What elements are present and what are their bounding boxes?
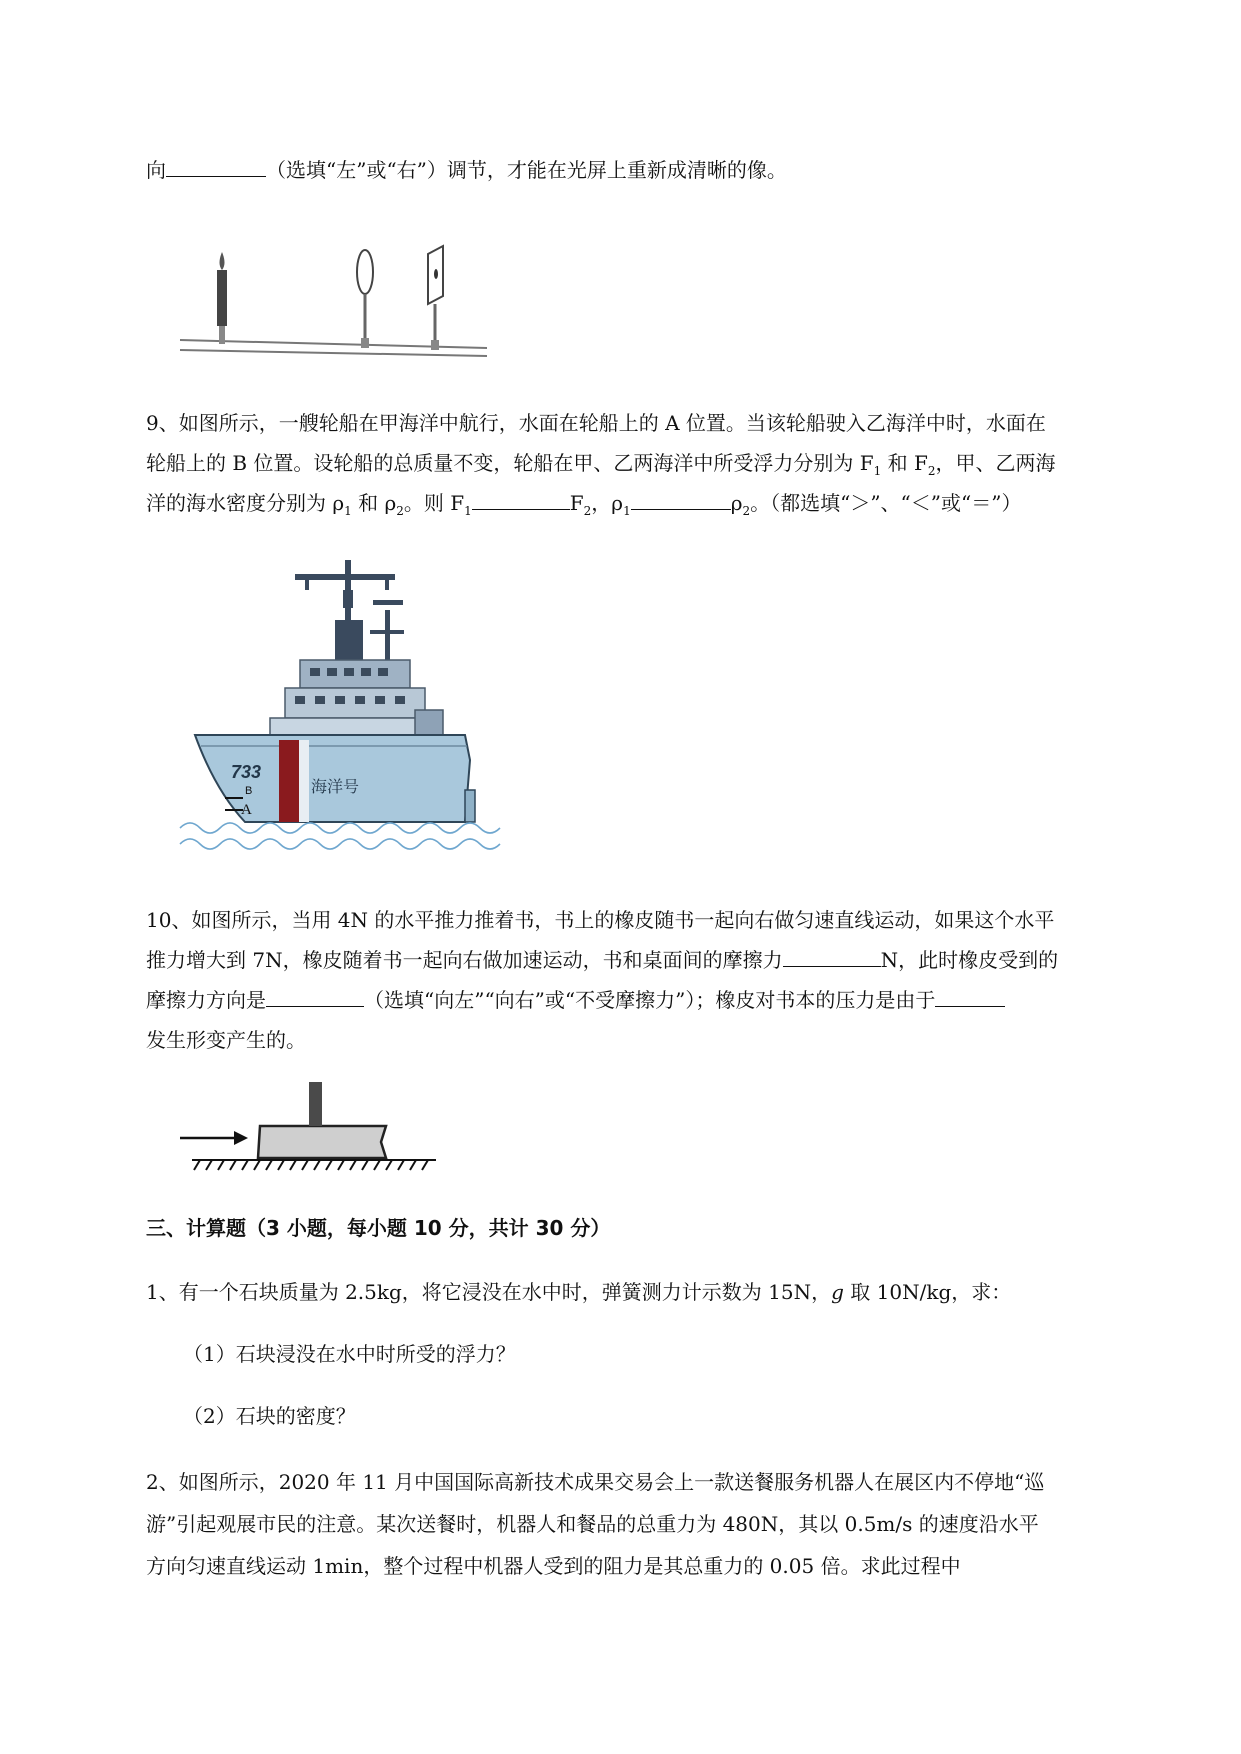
calc1-line-1 <box>146 1278 1011 1306</box>
q10-line2-text-a: 推力增大到 7N，橡皮随着书一起向右做加速运动，书和桌面间的摩擦力 <box>146 948 783 972</box>
calc2-line-1: 2、如图所示，2020 年 11 月中国国际高新技术成果交易会上一款送餐服务机器人在展区内不停地“巡 <box>146 1470 1045 1494</box>
calc2-line-3: 方向匀速直线运动 1min，整个过程中机器人受到的阻力是其总重力的 0.05 倍。求此过程中 <box>146 1554 961 1578</box>
q9-line3-text-c: 。则 F <box>403 491 465 515</box>
q9-sub: 2 <box>927 464 936 478</box>
q9-sub: 1 <box>623 504 631 518</box>
book-push-figure <box>178 1082 448 1182</box>
q8-prefix: 向 <box>146 158 166 182</box>
calc1-text-a: 1、有一个石块质量为 2.5kg，将它浸没在水中时，弹簧测力计示数为 15N， <box>146 1280 832 1304</box>
q9-line-2 <box>146 449 1056 485</box>
book-icon <box>258 1126 386 1158</box>
q9-line-3 <box>146 489 1021 525</box>
optical-bench-figure <box>175 240 495 360</box>
q10-line3-text-a: 摩擦力方向是 <box>146 988 266 1012</box>
q9-line-1: 9、如图所示，一艘轮船在甲海洋中航行，水面在轮船上的 A 位置。当该轮船驶入乙海洋中时，水面在 <box>146 411 1046 435</box>
q8-tail-line <box>146 156 787 184</box>
calc1-text-b: 取 10N/kg，求： <box>843 1280 1012 1304</box>
q10-answer-blank-3[interactable] <box>935 986 1005 1007</box>
ship-name: 海洋号 <box>311 777 360 796</box>
q9-line3-text-e: ，ρ <box>591 491 624 515</box>
candle-icon <box>217 252 227 344</box>
q9-sub: 1 <box>464 504 472 518</box>
q9-line3-text-b: 和 ρ <box>351 491 397 515</box>
q10-line3-text-b: （选填“向左”“向右”或“不受摩擦力”）；橡皮对书本的压力是由于 <box>364 988 936 1012</box>
q8-suffix: （选填“左”或“右”）调节，才能在光屏上重新成清晰的像。 <box>266 158 787 182</box>
water-waves-icon <box>180 823 500 849</box>
calc1-g-symbol: g <box>831 1280 844 1304</box>
q10-answer-blank-2[interactable] <box>266 986 364 1007</box>
q9-line2-text-b: 和 F <box>881 451 928 475</box>
ship-figure <box>175 560 525 860</box>
q10-line-1: 10、如图所示，当用 4N 的水平推力推着书，书上的橡皮随书一起向右做匀速直线运动，如果这个水平 <box>146 908 1055 932</box>
ship-number: 733 <box>231 762 262 782</box>
q10-line-4: 发生形变产生的。 <box>146 1028 306 1052</box>
calc2-line-2: 游”引起观展市民的注意。某次送餐时，机器人和餐品的总重力为 480N，其以 0.5m/s 的速度沿水平 <box>146 1512 1039 1536</box>
eraser-icon <box>309 1082 322 1126</box>
push-arrow-icon <box>180 1131 248 1145</box>
section-3-title: 三、计算题（3 小题，每小题 10 分，共计 30 分） <box>146 1216 611 1240</box>
q10-line2-text-b: N，此时橡皮受到的 <box>880 948 1059 972</box>
lens-icon <box>357 250 373 348</box>
q9-line2-text-c: ，甲、乙两海 <box>935 451 1056 475</box>
calc1-sub-2: （2）石块的密度？ <box>183 1404 356 1428</box>
q9-sub: 1 <box>873 464 882 478</box>
q10-line-3 <box>146 986 1005 1014</box>
q9-answer-blank-2[interactable] <box>631 489 731 510</box>
table-surface-icon <box>192 1160 436 1170</box>
q9-sub: 2 <box>396 504 404 518</box>
q10-line-2 <box>146 946 1058 974</box>
q9-sub: 2 <box>583 504 592 518</box>
q9-answer-blank-1[interactable] <box>472 489 570 510</box>
screen-icon <box>428 246 443 350</box>
q9-line3-text-d: F <box>569 491 584 515</box>
q9-sub: 2 <box>742 504 751 518</box>
q9-line3-text-f: ρ <box>730 491 743 515</box>
mark-a-label: A <box>241 802 252 818</box>
q8-answer-blank[interactable] <box>166 156 266 177</box>
q9-sub: 1 <box>344 504 352 518</box>
mark-b-label: B <box>245 785 253 797</box>
calc1-sub-1: （1）石块浸没在水中时所受的浮力？ <box>183 1342 516 1366</box>
q9-line2-text-a: 轮船上的 B 位置。设轮船的总质量不变，轮船在甲、乙两海洋中所受浮力分别为 F <box>146 451 874 475</box>
q10-answer-blank-1[interactable] <box>783 946 881 967</box>
q9-line3-text-g: 。（都选填“＞”、“＜”或“＝”） <box>750 491 1022 515</box>
q9-line3-text-a: 洋的海水密度分别为 ρ <box>146 491 345 515</box>
